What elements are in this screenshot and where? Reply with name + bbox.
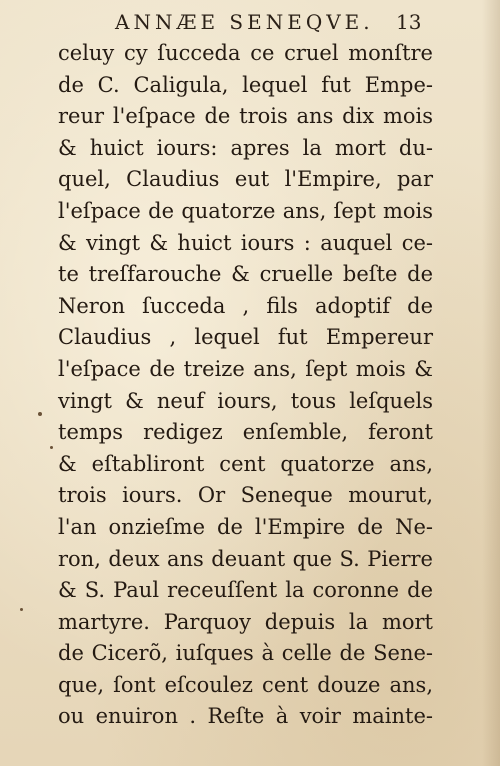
- text-line: celuy cy ſucceda ce cruel monſtre: [58, 41, 433, 65]
- text-line: l'eſpace de treize ans, ſept mois &: [58, 356, 433, 381]
- text-line: l'an onzieſme de l'Empire de Ne-: [58, 514, 433, 539]
- body-text: [58, 38, 433, 733]
- text-line: que, ſont eſcoulez cent douze ans,: [58, 672, 433, 697]
- text-line: reur l'eſpace de trois ans dix mois: [58, 104, 433, 129]
- text-line: trois iours. Or Seneque mourut,: [58, 483, 433, 508]
- text-line: & eſtabliront cent quatorze ans,: [58, 451, 433, 476]
- text-line: te treſfarouche & cruelle beſte de: [58, 262, 433, 287]
- text-line: & vingt & huict iours : auquel ce-: [58, 230, 433, 255]
- running-title: ANNÆE SENEQVE.: [115, 10, 374, 34]
- text-line: temps redigez enſemble, feront: [58, 420, 433, 445]
- ink-speck: [38, 412, 42, 416]
- text-line: de Cicerõ, iuſques à celle de Sene-: [58, 641, 433, 666]
- text-line: ou enuiron . Reſte à voir mainte-: [58, 704, 433, 729]
- text-line: quel, Claudius eut l'Empire, par: [58, 167, 433, 192]
- running-head: [0, 10, 500, 38]
- text-line: Claudius , lequel fut Empereur: [58, 325, 433, 350]
- text-line: Neron ſucceda , fils adoptif de: [58, 293, 433, 318]
- text-line: ron, deux ans deuant que S. Pierre: [58, 546, 433, 571]
- page-edge-shadow: [482, 0, 500, 766]
- page-number: 13: [396, 10, 422, 34]
- text-line: vingt & neuf iours, tous leſquels: [58, 388, 433, 413]
- ink-speck: [20, 608, 23, 611]
- text-line: de C. Caligula, lequel fut Empe-: [58, 72, 433, 97]
- ink-speck: [50, 446, 53, 449]
- text-line: & huict iours: apres la mort du-: [58, 135, 433, 160]
- text-line: martyre. Parquoy depuis la mort: [58, 609, 433, 634]
- text-line: l'eſpace de quatorze ans, ſept mois: [58, 198, 433, 223]
- text-line: & S. Paul receuſſent la coronne de: [58, 578, 433, 603]
